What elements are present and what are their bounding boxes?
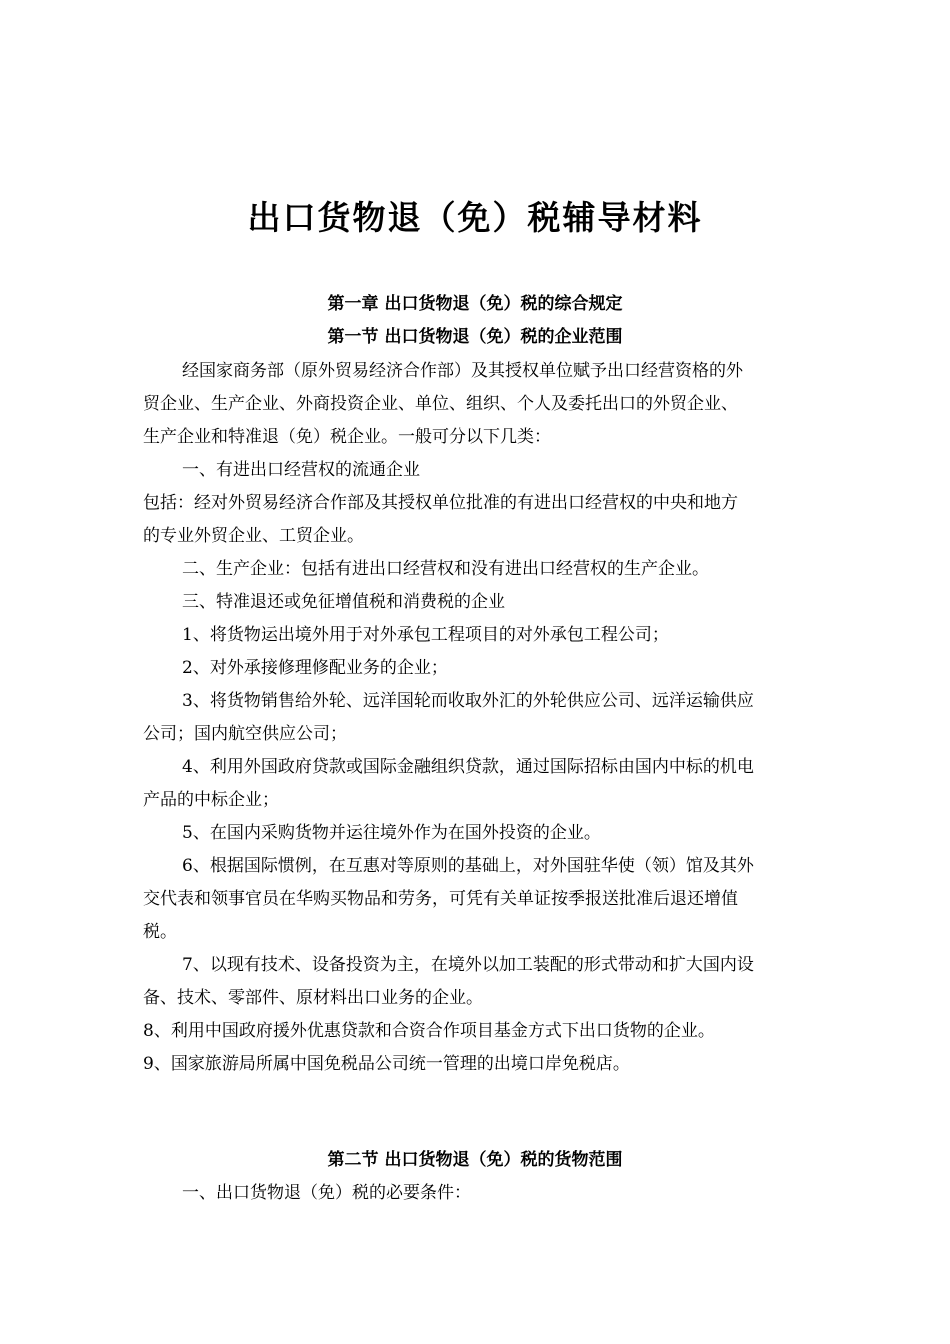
section-heading: 第一节 出口货物退（免）税的企业范围 <box>327 327 623 347</box>
list-item: 8、利用中国政府援外优惠贷款和合资合作项目基金方式下出口货物的企业。 <box>143 1021 715 1041</box>
list-item: 一、出口货物退（免）税的必要条件： <box>182 1183 471 1203</box>
paragraph-line: 公司；国内航空供应公司； <box>143 724 347 744</box>
list-item: 6、根据国际惯例，在互惠对等原则的基础上，对外国驻华使（领）馆及其外 <box>182 856 754 876</box>
chapter-heading: 第一章 出口货物退（免）税的综合规定 <box>327 294 623 314</box>
paragraph-line: 交代表和领事官员在华购买物品和劳务，可凭有关单证按季报送批准后退还增值 <box>143 889 738 909</box>
paragraph-line: 生产企业和特准退（免）税企业。一般可分以下几类： <box>143 427 551 447</box>
list-item: 5、在国内采购货物并运往境外作为在国外投资的企业。 <box>182 823 601 843</box>
paragraph-line: 产品的中标企业； <box>143 790 279 810</box>
paragraph-line: 经国家商务部（原外贸易经济合作部）及其授权单位赋予出口经营资格的外 <box>182 361 743 381</box>
list-item: 4、利用外国政府贷款或国际金融组织贷款，通过国际招标由国内中标的机电 <box>182 757 754 777</box>
paragraph-line: 的专业外贸企业、工贸企业。 <box>143 526 364 546</box>
list-item: 2、对外承接修理修配业务的企业； <box>182 658 448 678</box>
paragraph-line: 备、技术、零部件、原材料出口业务的企业。 <box>143 988 483 1008</box>
list-item: 三、特准退还或免征增值税和消费税的企业 <box>182 592 505 612</box>
list-item: 3、将货物销售给外轮、远洋国轮而收取外汇的外轮供应公司、远洋运输供应 <box>182 691 754 711</box>
list-item: 9、国家旅游局所属中国免税品公司统一管理的出境口岸免税店。 <box>143 1054 630 1074</box>
list-item: 1、将货物运出境外用于对外承包工程项目的对外承包工程公司； <box>182 625 669 645</box>
paragraph-line: 贸企业、生产企业、外商投资企业、单位、组织、个人及委托出口的外贸企业、 <box>143 394 738 414</box>
paragraph-line: 税。 <box>143 922 177 942</box>
section-heading: 第二节 出口货物退（免）税的货物范围 <box>327 1150 623 1170</box>
list-item: 二、生产企业：包括有进出口经营权和没有进出口经营权的生产企业。 <box>182 559 709 579</box>
paragraph-line: 包括：经对外贸易经济合作部及其授权单位批准的有进出口经营权的中央和地方 <box>143 493 738 513</box>
list-item: 一、有进出口经营权的流通企业 <box>182 460 420 480</box>
document-title: 出口货物退（免）税辅导材料 <box>247 198 703 237</box>
list-item: 7、以现有技术、设备投资为主，在境外以加工装配的形式带动和扩大国内设 <box>182 955 754 975</box>
